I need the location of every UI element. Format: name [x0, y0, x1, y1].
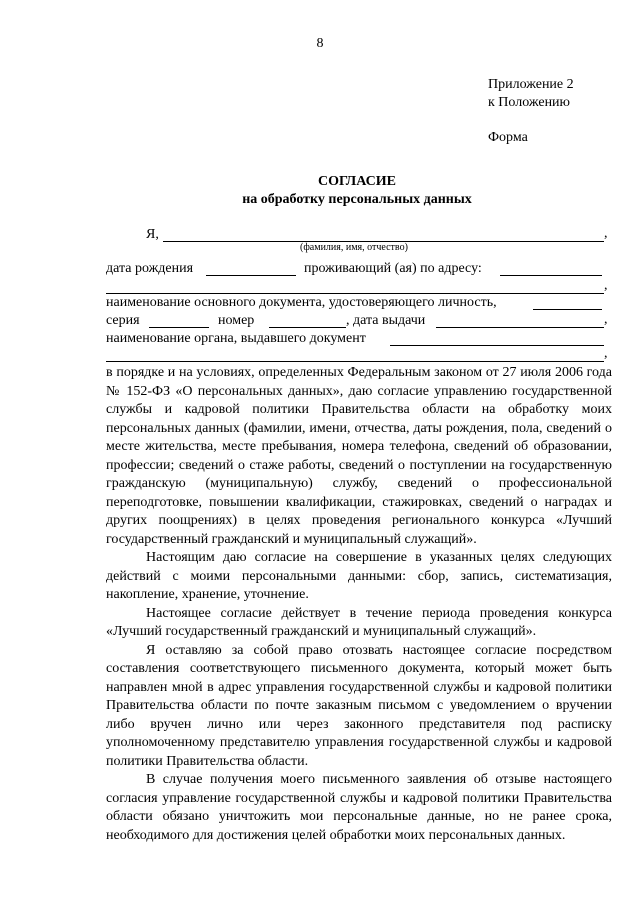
comma: , [604, 278, 608, 293]
comma: , [604, 312, 608, 327]
comma: , [604, 346, 608, 361]
paragraph-3: Настоящее согласие действует в течение периода проведения конкурса «Лучший государственный гражданский и муниципальный служащий». [106, 605, 612, 639]
document-subtitle: на обработку персональных данных [242, 192, 472, 207]
comma: , [604, 226, 608, 241]
series-label: серия [106, 313, 140, 328]
consent-body [106, 364, 612, 845]
issue-date-label: , дата выдачи [346, 313, 426, 328]
address-label: проживающий (ая) по адресу: [304, 261, 482, 276]
birth-date-label: дата рождения [106, 261, 194, 276]
birth-date-input-line[interactable] [206, 275, 296, 276]
document-input-line[interactable] [533, 309, 602, 310]
series-input-line[interactable] [149, 327, 209, 328]
number-input-line[interactable] [269, 327, 346, 328]
issuer-label: наименование органа, выдавшего документ [106, 331, 366, 346]
paragraph-1: в порядке и на условиях, определенных Федеральным законом от 27 июля 2006 года № 152-ФЗ «О персональных данных», даю согласие управлению государственной службы и кадровой политики Правительства области на обработку моих персональных данных (фамилии, имени, отчества, даты рождения, пола, сведений о месте жительства, месте пребывания, номера телефона, сведений об образовании, профессии; сведений о стаже работы, сведений о поступлении на государственную гражданскую (муниципальную) службу, сведений о профессиональной переподготовке, повышении квалификации, стажировках, сведений о наградах и других поощрениях) в целях проведения регионального конкурса «Лучший государственный гражданский и муниципальный служащий». [106, 365, 612, 547]
issuer-input-line-2[interactable] [106, 361, 604, 362]
fio-hint: (фамилия, имя, отчество) [300, 242, 408, 253]
paragraph-5: В случае получения моего письменного заявления об отзыве настоящего согласия управление государственной службы и кадровой политики Правительства области обязано уничтожить мои персональные данные, но не ранее срока, необходимого для достижения целей обработки моих персональных данных. [106, 772, 612, 843]
document-label: наименование основного документа, удостоверяющего личность, [106, 295, 497, 310]
field-ya-label: Я, [146, 227, 159, 242]
document-title: СОГЛАСИЕ [318, 174, 396, 189]
page-number: 8 [316, 36, 324, 51]
address-input-line-1[interactable] [500, 275, 602, 276]
number-label: номер [218, 313, 255, 328]
issuer-input-line-1[interactable] [390, 345, 604, 346]
paragraph-2: Настоящим даю согласие на совершение в указанных целях следующих действий с моими персональными данными: сбор, запись, систематизация, накопление, хранение, уточнение. [106, 550, 612, 602]
appendix-line-2: к Положению [488, 95, 571, 110]
issue-date-input-line[interactable] [436, 327, 604, 328]
form-label: Форма [488, 130, 528, 145]
paragraph-4: Я оставляю за собой право отозвать настоящее согласие посредством составления соответствующего письменного документа, который может быть направлен мной в адрес управления государственной службы и кадровой политики Правительства области по почте заказным письмом с уведомлением о вручении либо вручен лично или через законного представителя под расписку уполномоченному представителю управления государственной службы и кадровой политики Правительства области. [106, 642, 612, 769]
appendix-line-1: Приложение 2 [488, 77, 574, 92]
